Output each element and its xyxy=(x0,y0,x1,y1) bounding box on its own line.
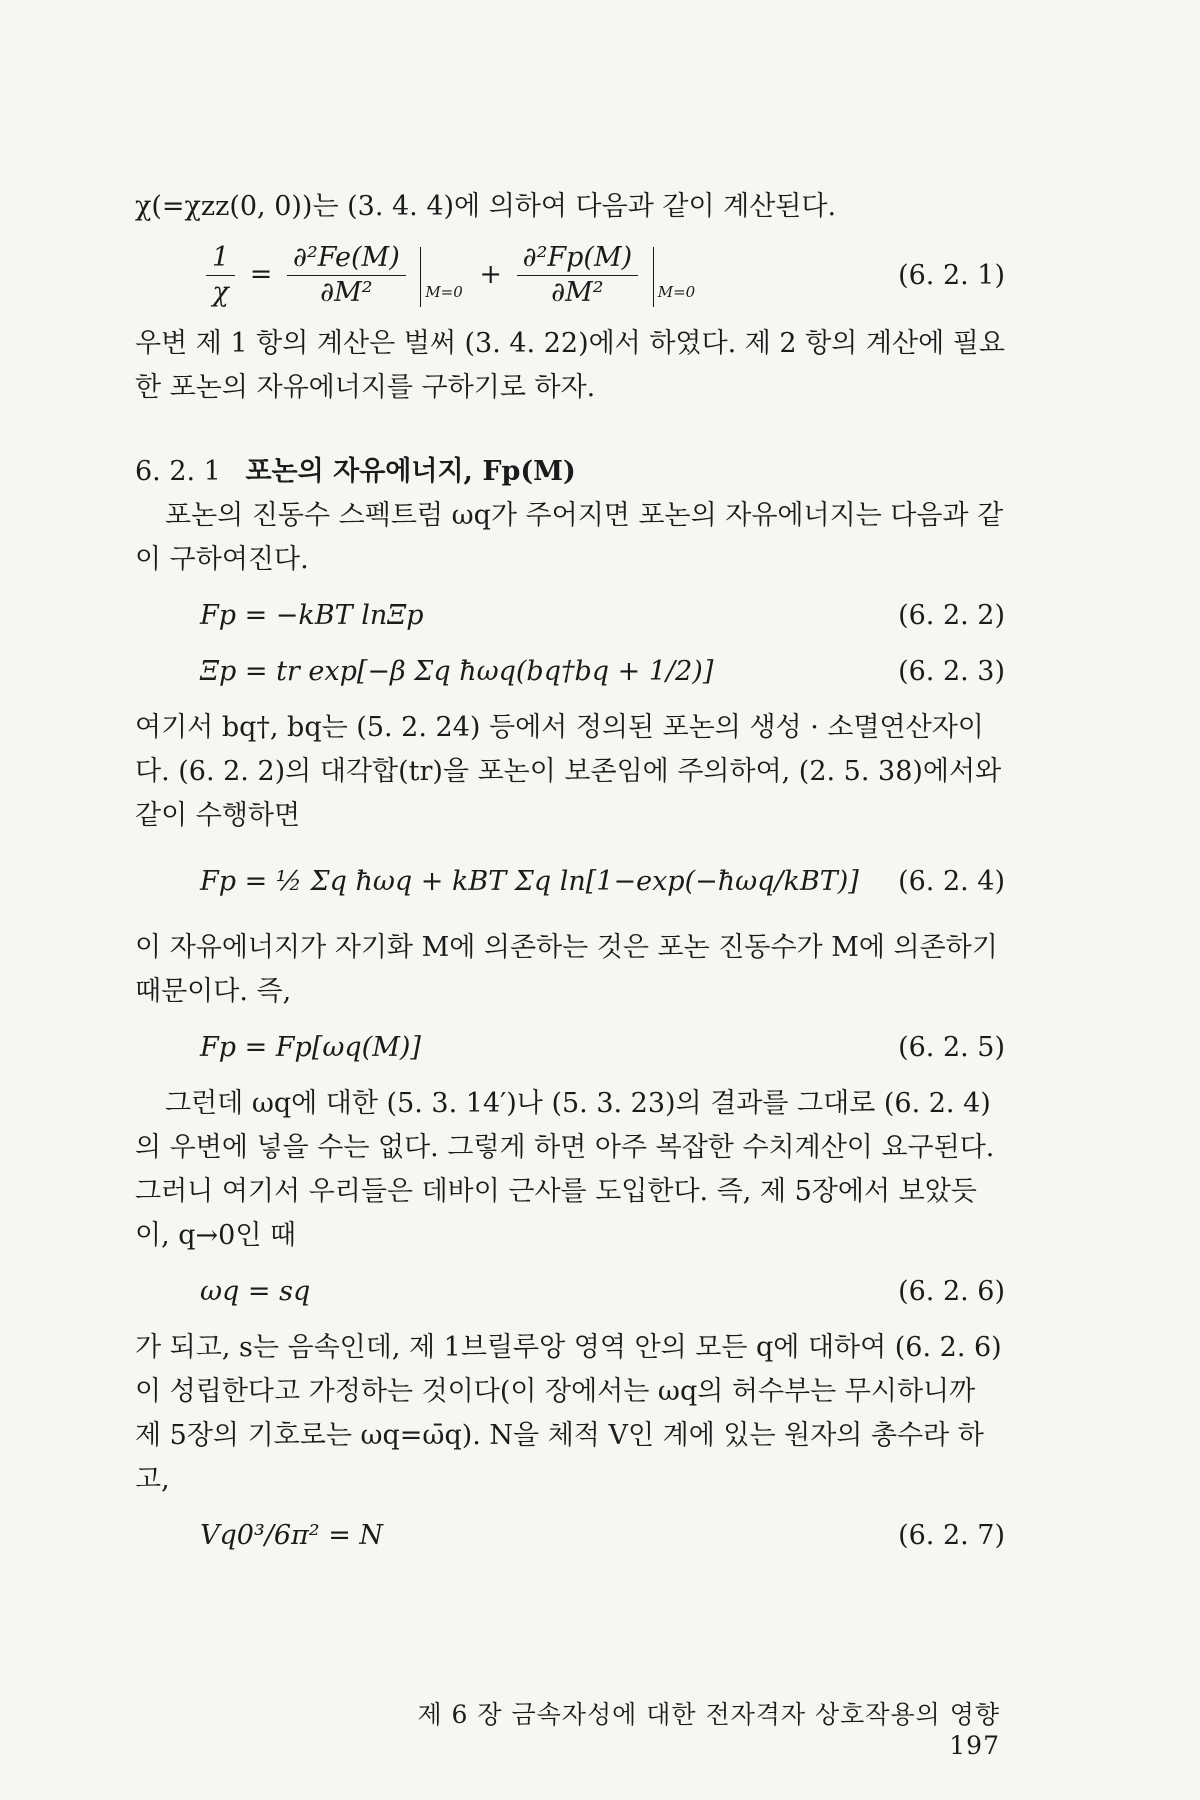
equation-number: (6. 2. 4) xyxy=(898,866,1005,897)
section-number: 6. 2. 1 xyxy=(135,456,221,487)
text-paragraph-6: 그런데 ωq에 대한 (5. 3. 14′)나 (5. 3. 23)의 결과를 그대로 (6. 2. 4)의 우변에 넣을 수는 없다. 그렇게 하면 아주 복잡한 수치계산이 요구된다. 그러니 여기서 우리들은 데바이 근사를 도입한다. 즉, 제 5장에서 보았듯이, q→0인 때 xyxy=(135,1088,995,1251)
fraction-bottom: ∂M² xyxy=(320,277,373,308)
equation-6-2-5 xyxy=(135,1026,1005,1070)
equation-6-2-1 xyxy=(135,241,1005,310)
text-paragraph-2: 우변 제 1 항의 계산은 벌써 (3. 4. 22)에서 하였다. 제 2 항의 계산에 필요한 포논의 자유에너지를 구하기로 하자. xyxy=(135,328,1005,403)
evaluation-bar: M=0 xyxy=(420,247,462,307)
section-title: 포논의 자유에너지, Fp(M) xyxy=(245,456,576,487)
equation-number: (6. 2. 1) xyxy=(898,259,1005,291)
fraction-bottom: χ xyxy=(212,277,229,308)
fraction-top: ∂²Fp(M) xyxy=(517,241,639,276)
equation-expression: Ξp = tr exp[−β Σq ħωq(bq†bq + 1/2)] xyxy=(200,656,714,687)
fraction-bottom: ∂M² xyxy=(551,277,604,308)
fraction-top: ∂²Fe(M) xyxy=(287,241,406,276)
equation-expression: Fp = Fp[ωq(M)] xyxy=(200,1032,421,1063)
text-paragraph-7: 가 되고, s는 음속인데, 제 1브릴루앙 영역 안의 모든 q에 대하여 (6. 2. 6)이 성립한다고 가정하는 것이다(이 장에서는 ωq의 허수부는 무시하니까 제 5장의 기호로는 ωq=ω̄q). N을 체적 V인 계에 있는 원자의 총수라 하고, xyxy=(135,1332,1002,1495)
page-body xyxy=(135,185,1005,1570)
equation-number: (6. 2. 2) xyxy=(898,600,1005,631)
equation-number: (6. 2. 5) xyxy=(898,1032,1005,1063)
equation-6-2-4 xyxy=(135,860,1005,904)
evaluation-bar: M=0 xyxy=(653,247,695,307)
page-footer: 제 6 장 금속자성에 대한 전자격자 상호작용의 영향 197 xyxy=(417,1700,1000,1760)
fraction-top: 1 xyxy=(206,241,235,276)
text-paragraph-5: 이 자유에너지가 자기화 M에 의존하는 것은 포논 진동수가 M에 의존하기 때문이다. 즉, xyxy=(135,932,998,1007)
equation-expression: Fp = −kBT lnΞp xyxy=(200,600,424,631)
plus-sign: + xyxy=(479,259,503,290)
equation-6-2-6 xyxy=(135,1270,1005,1314)
equation-6-2-3 xyxy=(135,650,1005,694)
equation-number: (6. 2. 7) xyxy=(898,1520,1005,1551)
equation-expression xyxy=(135,241,703,310)
section-heading xyxy=(135,450,1005,494)
equals-sign: = xyxy=(249,259,273,290)
text-paragraph-3: 포논의 진동수 스펙트럼 ωq가 주어지면 포논의 자유에너지는 다음과 같이 구하여진다. xyxy=(135,500,1004,575)
equation-expression: ωq = sq xyxy=(200,1276,311,1307)
text-line-1: χ(=χzz(0, 0))는 (3. 4. 4)에 의하여 다음과 같이 계산된다. xyxy=(135,191,837,222)
fraction xyxy=(517,241,639,310)
text-paragraph-4: 여기서 bq†, bq는 (5. 2. 24) 등에서 정의된 포논의 생성 · 소멸연산자이다. (6. 2. 2)의 대각합(tr)을 포논이 보존임에 주의하여, (2. 5. 38)에서와 같이 수행하면 xyxy=(135,712,1002,831)
equation-expression: Fp = ½ Σq ħωq + kBT Σq ln[1−exp(−ħωq/kBT)] xyxy=(200,866,859,897)
equation-number: (6. 2. 6) xyxy=(898,1276,1005,1307)
equation-6-2-2 xyxy=(135,594,1005,638)
fraction xyxy=(287,241,406,310)
equation-number: (6. 2. 3) xyxy=(898,656,1005,687)
fraction xyxy=(206,241,235,310)
equation-expression: Vq0³/6π² = N xyxy=(200,1520,384,1551)
equation-6-2-7 xyxy=(135,1514,1005,1558)
